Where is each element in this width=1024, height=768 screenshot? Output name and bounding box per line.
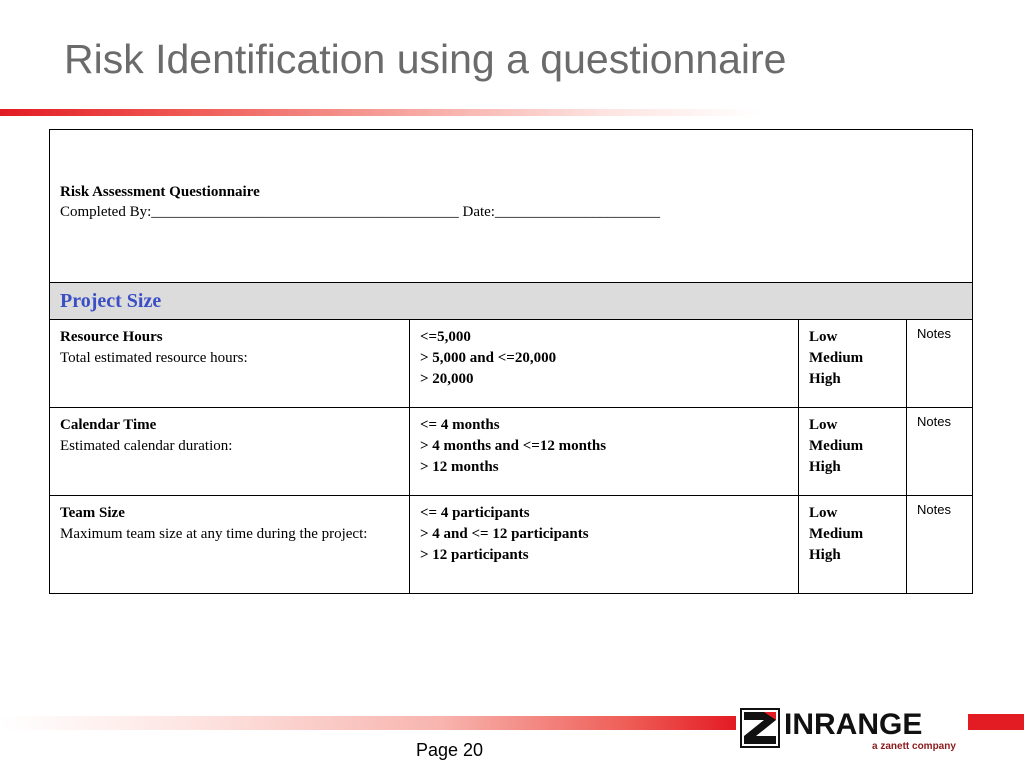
top-divider [0,109,760,116]
company-logo [740,708,1024,754]
questionnaire-table [49,129,973,594]
criterion-description: Estimated calendar duration: [60,438,233,454]
table-row [50,408,973,496]
rating-cell [799,320,907,408]
logo-accent-bar [968,714,1024,730]
criterion-cell [50,496,410,594]
rating-option: Low [809,417,838,433]
table-row [50,320,973,408]
page-number: Page 20 [416,740,484,760]
rating-cell [799,408,907,496]
threshold-option: <= 4 participants [420,505,530,521]
notes-cell: Notes [907,320,973,408]
threshold-option: > 5,000 and <=20,000 [420,350,557,366]
notes-cell: Notes [907,496,973,594]
rating-option: Medium [809,438,864,454]
rating-cell [799,496,907,594]
bottom-divider [0,716,736,730]
threshold-option: <=5,000 [420,329,471,345]
completed-by-date-line: Completed By:_________________________________________ Date:______________________ [60,204,660,220]
threshold-option: > 12 months [420,459,499,475]
criterion-description: Maximum team size at any time during the project: [60,526,368,542]
criterion-description: Total estimated resource hours: [60,350,248,366]
questionnaire-header [50,130,973,283]
notes-cell: Notes [907,408,973,496]
threshold-cell [410,496,799,594]
threshold-option: > 12 participants [420,547,529,563]
logo-wordmark: INRANGE [784,708,923,741]
criterion-cell [50,320,410,408]
criterion-label: Resource Hours [60,329,163,345]
rating-option: Low [809,329,838,345]
criterion-cell [50,408,410,496]
rating-option: Medium [809,350,864,366]
rating-option: Medium [809,526,864,542]
threshold-option: <= 4 months [420,417,500,433]
zanett-z-logo-icon [740,708,780,748]
criterion-label: Calendar Time [60,417,157,433]
threshold-option: > 4 and <= 12 participants [420,526,589,542]
slide-title: Risk Identification using a questionnaire [64,36,787,82]
threshold-option: > 4 months and <=12 months [420,438,607,454]
threshold-cell [410,320,799,408]
table-row [50,496,973,594]
threshold-cell [410,408,799,496]
rating-option: High [809,371,841,387]
section-header: Project Size [50,283,973,320]
rating-option: High [809,459,841,475]
logo-tagline: a zanett company [872,741,956,752]
threshold-option: > 20,000 [420,371,474,387]
criterion-label: Team Size [60,505,125,521]
rating-option: High [809,547,841,563]
questionnaire-title: Risk Assessment Questionnaire [60,184,260,200]
rating-option: Low [809,505,838,521]
